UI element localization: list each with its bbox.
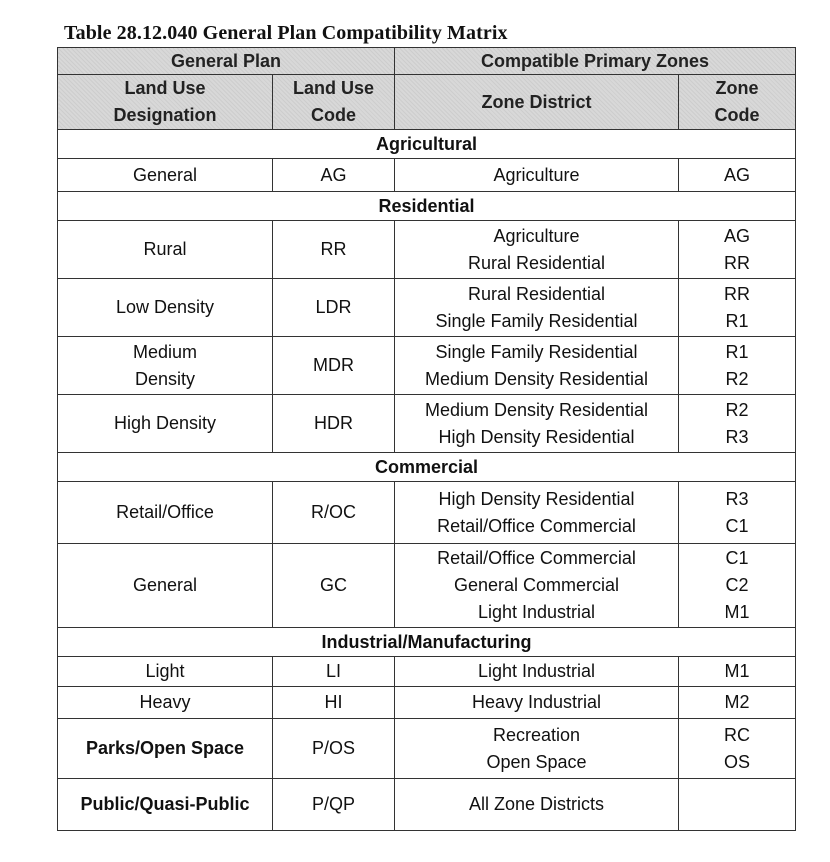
table-title: Table 28.12.040 General Plan Compatibility Matrix bbox=[64, 22, 508, 44]
code-cell: HI bbox=[273, 687, 395, 719]
designation-cell: Medium Density bbox=[58, 337, 273, 395]
zone-district-cell: Heavy Industrial bbox=[395, 687, 679, 719]
designation-cell: General bbox=[58, 159, 273, 192]
section-row bbox=[58, 192, 796, 221]
zone-code-cell: AG bbox=[679, 159, 796, 192]
zone-district-cell: Recreation Open Space bbox=[395, 719, 679, 779]
section-row bbox=[58, 453, 796, 482]
designation-cell: Heavy bbox=[58, 687, 273, 719]
code-cell: MDR bbox=[273, 337, 395, 395]
zone-code-cell: R3 C1 bbox=[679, 482, 796, 544]
section-row bbox=[58, 130, 796, 159]
zone-code-cell bbox=[679, 779, 796, 831]
table-row bbox=[58, 482, 796, 544]
section-industrial: Industrial/Manufacturing bbox=[58, 628, 796, 657]
header-zone-code: Zone Code bbox=[679, 75, 796, 130]
header-row-group bbox=[58, 48, 796, 75]
zone-district-cell: Medium Density Residential High Density Residential bbox=[395, 395, 679, 453]
section-agricultural: Agricultural bbox=[58, 130, 796, 159]
table-row bbox=[58, 279, 796, 337]
table-row bbox=[58, 779, 796, 831]
designation-cell: Parks/Open Space bbox=[58, 719, 273, 779]
zone-district-cell: Rural Residential Single Family Residential bbox=[395, 279, 679, 337]
zone-district-cell: All Zone Districts bbox=[395, 779, 679, 831]
header-general-plan: General Plan bbox=[58, 48, 395, 75]
header-compatible-zones: Compatible Primary Zones bbox=[395, 48, 796, 75]
code-cell: RR bbox=[273, 221, 395, 279]
table-row bbox=[58, 221, 796, 279]
zone-code-cell: RC OS bbox=[679, 719, 796, 779]
zone-code-cell: M2 bbox=[679, 687, 796, 719]
table-row bbox=[58, 159, 796, 192]
code-cell: LI bbox=[273, 657, 395, 687]
designation-cell: High Density bbox=[58, 395, 273, 453]
designation-cell: Rural bbox=[58, 221, 273, 279]
zone-district-cell: Light Industrial bbox=[395, 657, 679, 687]
header-land-use-code: Land Use Code bbox=[273, 75, 395, 130]
zone-code-cell: AG RR bbox=[679, 221, 796, 279]
designation-cell: Retail/Office bbox=[58, 482, 273, 544]
table-row bbox=[58, 395, 796, 453]
code-cell: GC bbox=[273, 544, 395, 628]
designation-cell: Low Density bbox=[58, 279, 273, 337]
designation-cell: Public/Quasi-Public bbox=[58, 779, 273, 831]
table-row bbox=[58, 657, 796, 687]
table-row bbox=[58, 719, 796, 779]
zone-code-cell: C1 C2 M1 bbox=[679, 544, 796, 628]
zone-code-cell: RR R1 bbox=[679, 279, 796, 337]
code-cell: R/OC bbox=[273, 482, 395, 544]
designation-cell: Light bbox=[58, 657, 273, 687]
designation-cell: General bbox=[58, 544, 273, 628]
section-row bbox=[58, 628, 796, 657]
table-row bbox=[58, 337, 796, 395]
code-cell: P/QP bbox=[273, 779, 395, 831]
code-cell: P/OS bbox=[273, 719, 395, 779]
zone-district-cell: Retail/Office Commercial General Commercial Light Industrial bbox=[395, 544, 679, 628]
compatibility-matrix-table bbox=[57, 47, 796, 831]
header-row-columns bbox=[58, 75, 796, 130]
section-commercial: Commercial bbox=[58, 453, 796, 482]
zone-district-cell: High Density Residential Retail/Office Commercial bbox=[395, 482, 679, 544]
zone-district-cell: Single Family Residential Medium Density Residential bbox=[395, 337, 679, 395]
header-land-use-designation: Land Use Designation bbox=[58, 75, 273, 130]
zone-code-cell: R1 R2 bbox=[679, 337, 796, 395]
code-cell: AG bbox=[273, 159, 395, 192]
zone-district-cell: Agriculture bbox=[395, 159, 679, 192]
table-row bbox=[58, 544, 796, 628]
zone-code-cell: M1 bbox=[679, 657, 796, 687]
header-zone-district: Zone District bbox=[395, 75, 679, 130]
section-residential: Residential bbox=[58, 192, 796, 221]
zone-district-cell: Agriculture Rural Residential bbox=[395, 221, 679, 279]
code-cell: LDR bbox=[273, 279, 395, 337]
code-cell: HDR bbox=[273, 395, 395, 453]
zone-code-cell: R2 R3 bbox=[679, 395, 796, 453]
table-row bbox=[58, 687, 796, 719]
